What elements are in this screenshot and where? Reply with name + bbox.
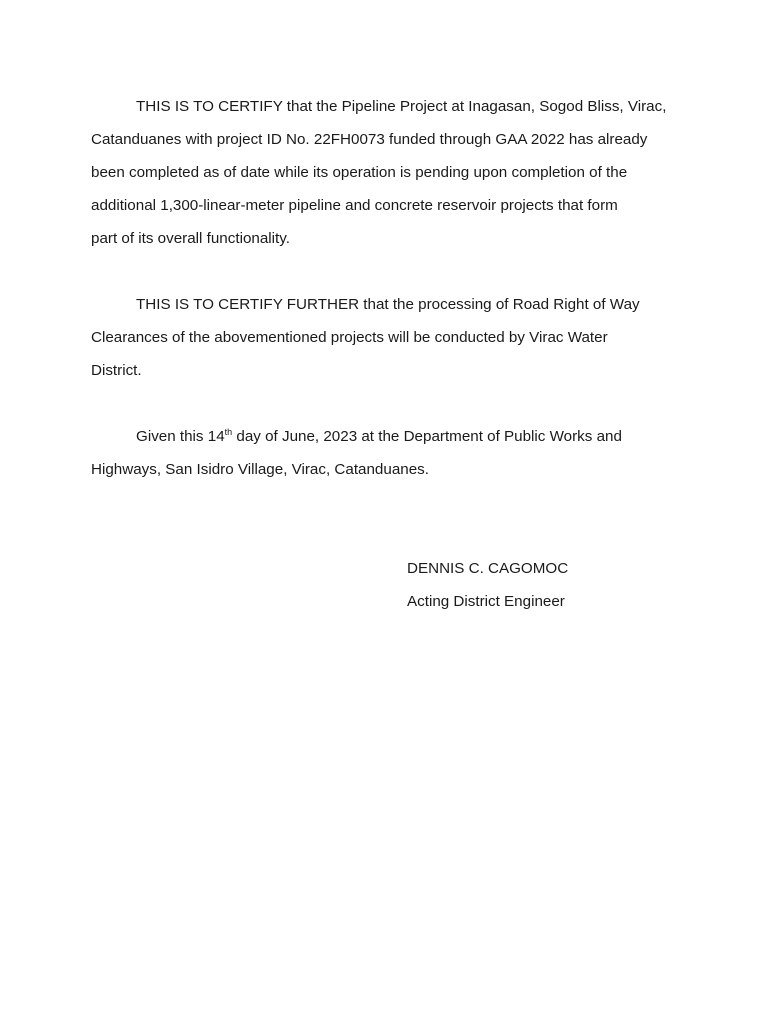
further-certification-paragraph [91, 288, 681, 387]
certification-line: additional 1,300-linear-meter pipeline and concrete reservoir projects that form [91, 197, 618, 214]
signatory-block [407, 552, 568, 618]
further-certification-line: Clearances of the abovementioned projects will be conducted by Virac Water [91, 329, 608, 346]
further-certification-line: District. [91, 362, 142, 379]
document-body [91, 90, 681, 519]
signatory-title: Acting District Engineer [407, 593, 565, 610]
given-location-line: Highways, San Isidro Village, Virac, Catanduanes. [91, 461, 429, 478]
certification-line: been completed as of date while its operation is pending upon completion of the [91, 164, 628, 181]
further-certification-line: THIS IS TO CERTIFY FURTHER that the processing of Road Right of Way [136, 296, 640, 313]
certification-line: Catanduanes with project ID No. 22FH0073 funded through GAA 2022 has already [91, 131, 648, 148]
given-date-line [91, 420, 681, 453]
certification-line: part of its overall functionality. [91, 230, 290, 247]
ordinal-suffix: th [224, 427, 233, 437]
certification-line: THIS IS TO CERTIFY that the Pipeline Project at Inagasan, Sogod Bliss, Virac, [136, 98, 667, 115]
signatory-name: DENNIS C. CAGOMOC [407, 560, 569, 577]
certification-paragraph [91, 90, 681, 255]
given-date-prefix: Given this 14 [136, 428, 225, 445]
given-date-paragraph [91, 420, 681, 486]
given-date-suffix: day of June, 2023 at the Department of Public Works and [232, 428, 622, 445]
